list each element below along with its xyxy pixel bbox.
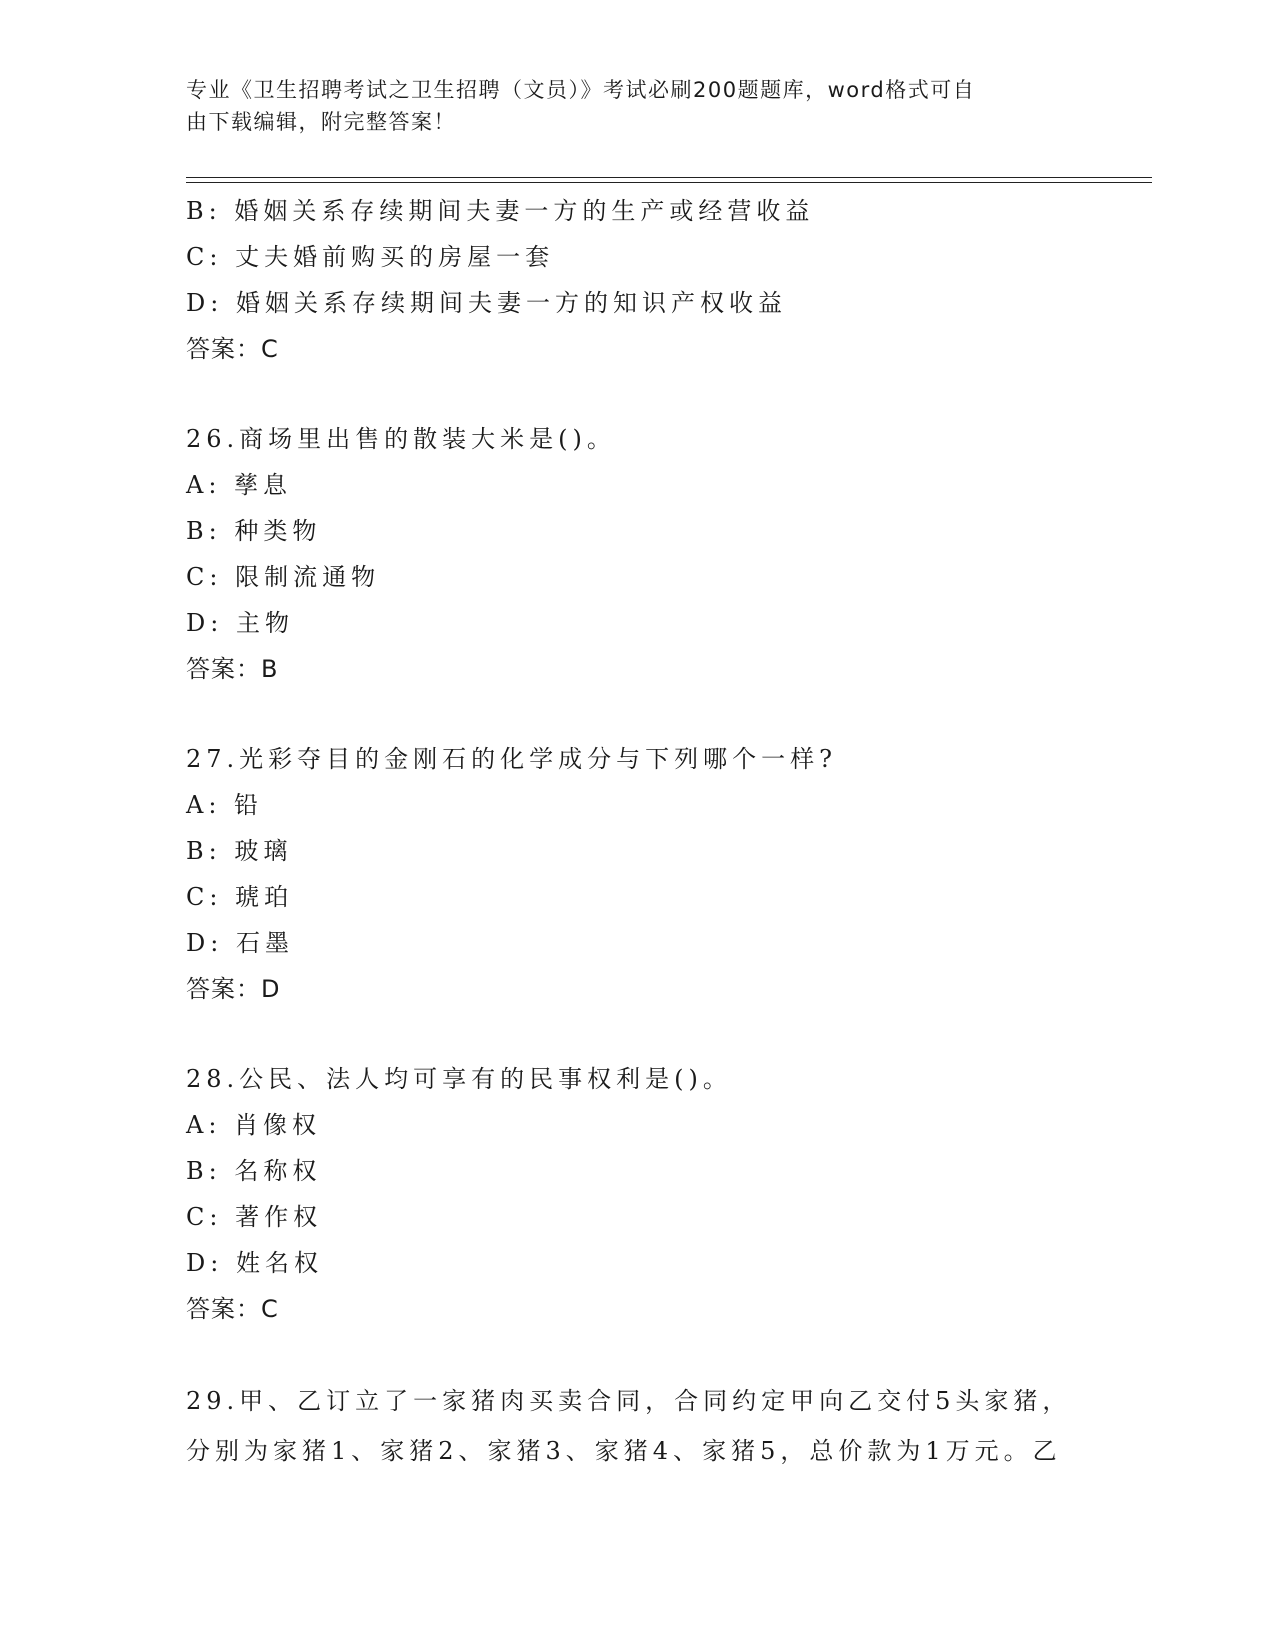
question-stem: 26.商场里出售的散装大米是()。: [186, 425, 616, 453]
question-block-25: [186, 188, 1186, 372]
option-line: B: 玻璃: [186, 837, 293, 865]
option-line: A: 孳息: [186, 471, 293, 499]
header-line-2: 由下载编辑，附完整答案！: [186, 110, 456, 134]
question-block-29: [186, 1376, 1186, 1476]
header-divider-bottom: [186, 182, 1152, 183]
header-divider-top: [186, 177, 1152, 178]
option-line: A: 肖像权: [186, 1111, 322, 1139]
option-line: B: 婚姻关系存续期间夫妻一方的生产或经营收益: [186, 197, 815, 225]
answer-line: 答案：C: [186, 1295, 279, 1323]
option-line: B: 名称权: [186, 1157, 322, 1185]
question-stem-continued: 分别为家猪1、家猪2、家猪3、家猪4、家猪5，总价款为1万元。乙: [186, 1437, 1062, 1465]
question-list: [186, 188, 1186, 1476]
spacer: [186, 692, 1186, 736]
question-block-27: [186, 736, 1186, 1012]
answer-line: 答案：C: [186, 335, 279, 363]
question-stem: 27.光彩夺目的金刚石的化学成分与下列哪个一样?: [186, 745, 838, 773]
question-stem: 28.公民、法人均可享有的民事权利是()。: [186, 1065, 732, 1093]
header-line-1: 专业《卫生招聘考试之卫生招聘（文员）》考试必刷200题题库，word格式可自: [186, 78, 976, 102]
answer-line: 答案：D: [186, 975, 281, 1003]
option-line: D: 主物: [186, 609, 294, 637]
option-line: D: 姓名权: [186, 1249, 323, 1277]
option-line: C: 丈夫婚前购买的房屋一套: [186, 243, 555, 271]
option-line: A: 铅: [186, 791, 264, 819]
option-line: C: 著作权: [186, 1203, 323, 1231]
option-line: C: 琥珀: [186, 883, 294, 911]
answer-line: 答案：B: [186, 655, 279, 683]
page-header: [186, 74, 1086, 138]
option-line: B: 种类物: [186, 517, 322, 545]
option-line: C: 限制流通物: [186, 563, 381, 591]
spacer: [186, 1332, 1186, 1376]
option-line: D: 石墨: [186, 929, 294, 957]
spacer: [186, 372, 1186, 416]
question-block-28: [186, 1056, 1186, 1332]
spacer: [186, 1012, 1186, 1056]
question-block-26: [186, 416, 1186, 692]
question-stem: 29.甲、乙订立了一家猪肉买卖合同，合同约定甲向乙交付5头家猪，: [186, 1387, 1072, 1415]
option-line: D: 婚姻关系存续期间夫妻一方的知识产权收益: [186, 289, 787, 317]
